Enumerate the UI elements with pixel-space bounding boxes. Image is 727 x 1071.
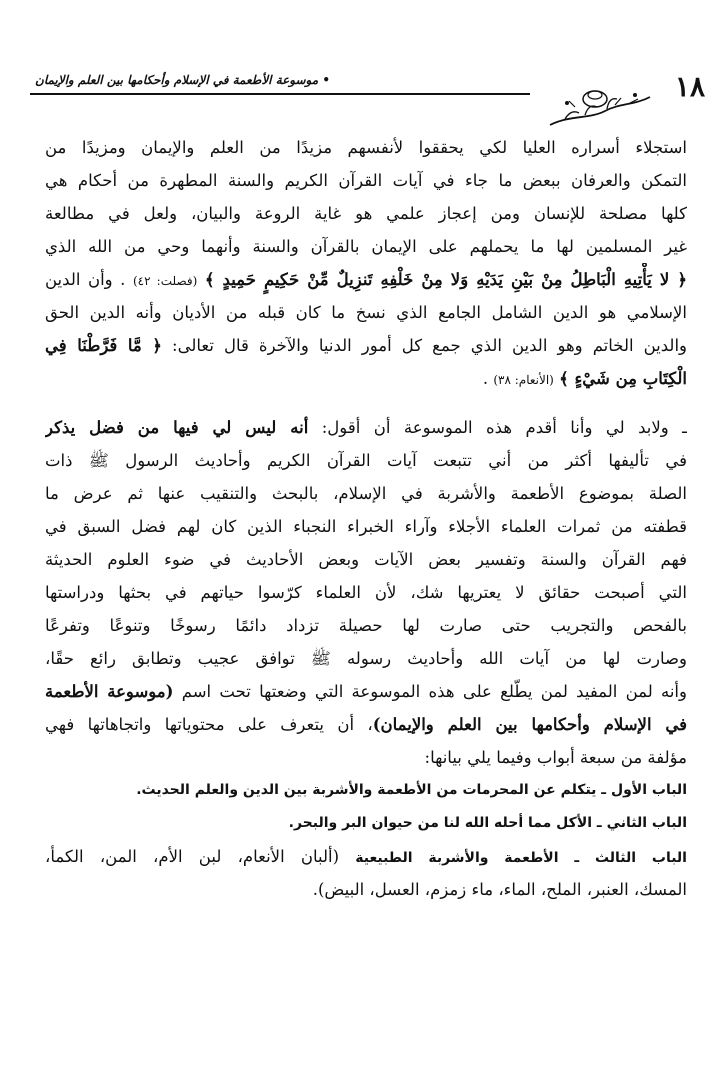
text-line — [45, 362, 687, 395]
page-header — [30, 70, 705, 130]
text-line — [45, 840, 687, 873]
text-fragment: . — [482, 369, 489, 388]
text-fragment: ـ ولابد لي وأنا أقدم هذه الموسوعة أن أقول: — [321, 418, 687, 437]
text-line: مؤلفة من سبعة أبواب وفيما يلي بيانها: — [424, 748, 687, 767]
text-line — [45, 329, 687, 362]
floral-ornament-icon — [545, 85, 655, 130]
text-fragment: والدين الخاتم وهو الدين الذي جمع كل أمور الدنيا والآخرة قال تعالى: — [172, 336, 687, 355]
text-line: التي أصبحت حقائق لا يعتريها شك، لأن العلماء كرّسوا حياتهم في بحثها ودراستها — [45, 583, 687, 602]
verse-reference: (الأنعام: ٣٨) — [493, 373, 554, 387]
chapter-heading: الباب الثاني ـ الأكل مما أحله الله لنا من حيوان البر والبحر. — [288, 815, 687, 831]
paragraph-gap — [45, 395, 687, 411]
text-line: بالفحص والتجريب حتى صارت لها حصيلة تزداد دائمًا رسوخًا وتنوعًا وتفرعًا — [45, 616, 687, 635]
text-line — [45, 708, 687, 741]
text-line: في تأليفها أكثر من أني تتبعت آيات القرآن الكريم وأحاديث الرسول ﷺ ذات — [45, 451, 687, 470]
text-fragment: ، أن يتعرف على محتوياتها واتجاهاتها فهي — [45, 715, 373, 734]
verse-reference: (فصلت: ٤٢) — [132, 274, 198, 288]
text-line: الصلة بموضوع الأطعمة والأشربة في الإسلام، بالبحث والتنقيب عنها ثم عرض ما — [45, 484, 687, 503]
encyclopedia-title: (موسوعة الأطعمة — [45, 682, 174, 701]
text-line: وصارت لها من آيات الله وأحاديث رسوله ﷺ توافق عجيب وتطابق رائع حقًا، — [45, 649, 687, 668]
text-fragment: (ألبان الأنعام، لبن الأم، المن، الكمأ، — [45, 847, 340, 866]
body-text — [45, 131, 687, 906]
text-line: التمكن والعرفان ببعض ما جاء في آيات القرآن الكريم والسنة المطهرة من أحكام هي — [45, 171, 687, 190]
header-rule — [30, 93, 530, 95]
running-title: • موسوعة الأطعمة في الإسلام وأحكامها بين العلم والإيمان — [35, 73, 331, 87]
quran-verse: ﴿ لا يَأْتِيهِ الْبَاطِلُ مِنْ بَيْنِ يَدَيْهِ وَلا مِنْ خَلْفِهِ تَنزِيلٌ مِّنْ حَكِيمٍ حَمِيدٍ ﴾ — [204, 270, 687, 289]
chapter-heading: الباب الأول ـ يتكلم عن المحرمات من الأطعمة والأشربة بين الدين والعلم الحديث. — [136, 782, 687, 798]
text-line — [45, 263, 687, 296]
quran-verse: ﴿ مَّا فَرَّطْنَا فِي — [45, 336, 162, 355]
text-fragment: وأنه لمن المفيد لمن يطّلع على هذه الموسوعة التي وضعتها تحت اسم — [181, 682, 687, 701]
text-line — [45, 411, 687, 444]
text-line — [45, 675, 687, 708]
text-line: الإسلامي هو الدين الشامل الجامع الذي نسخ ما كان قبله من الأديان وأنه الدين الحق — [45, 303, 687, 322]
text-line: فهم القرآن والسنة وتفسير بعض الآيات وبعض الأحاديث في ضوء العلوم الحديثة — [45, 550, 687, 569]
text-line: غير المسلمين لها ما يحملهم على الإيمان بالقرآن والسنة وأنهما وحي من الله الذي — [45, 237, 687, 256]
text-line: استجلاء أسراره العليا لكي يحققوا لأنفسهم مزيدًا من العلم والإيمان ومزيدًا من — [45, 138, 687, 157]
bold-text: أنه ليس لي فيها من فضل يذكر — [45, 418, 309, 437]
text-fragment: . وأن الدين — [45, 270, 126, 289]
chapter-heading: الباب الثالث ـ الأطعمة والأشربة الطبيعية — [355, 850, 687, 866]
encyclopedia-title: في الإسلام وأحكامها بين العلم والإيمان) — [372, 715, 687, 734]
text-line: قطفته من ثمرات العلماء الأجلاء وآراء الخبراء النجباء الذين كان لهم فضل السبق في — [45, 517, 687, 536]
text-line: المسك، العنبر، الملح، الماء، ماء زمزم، العسل، البيض). — [312, 880, 687, 899]
text-line: كلها مصلحة للإنسان ومن إعجاز علمي هو غاية الروعة والبيان، ولعل في مطالعة — [45, 204, 687, 223]
page-number: ١٨ — [674, 70, 705, 103]
quran-verse: الْكِتَابِ مِن شَيْءٍ ﴾ — [559, 369, 687, 388]
